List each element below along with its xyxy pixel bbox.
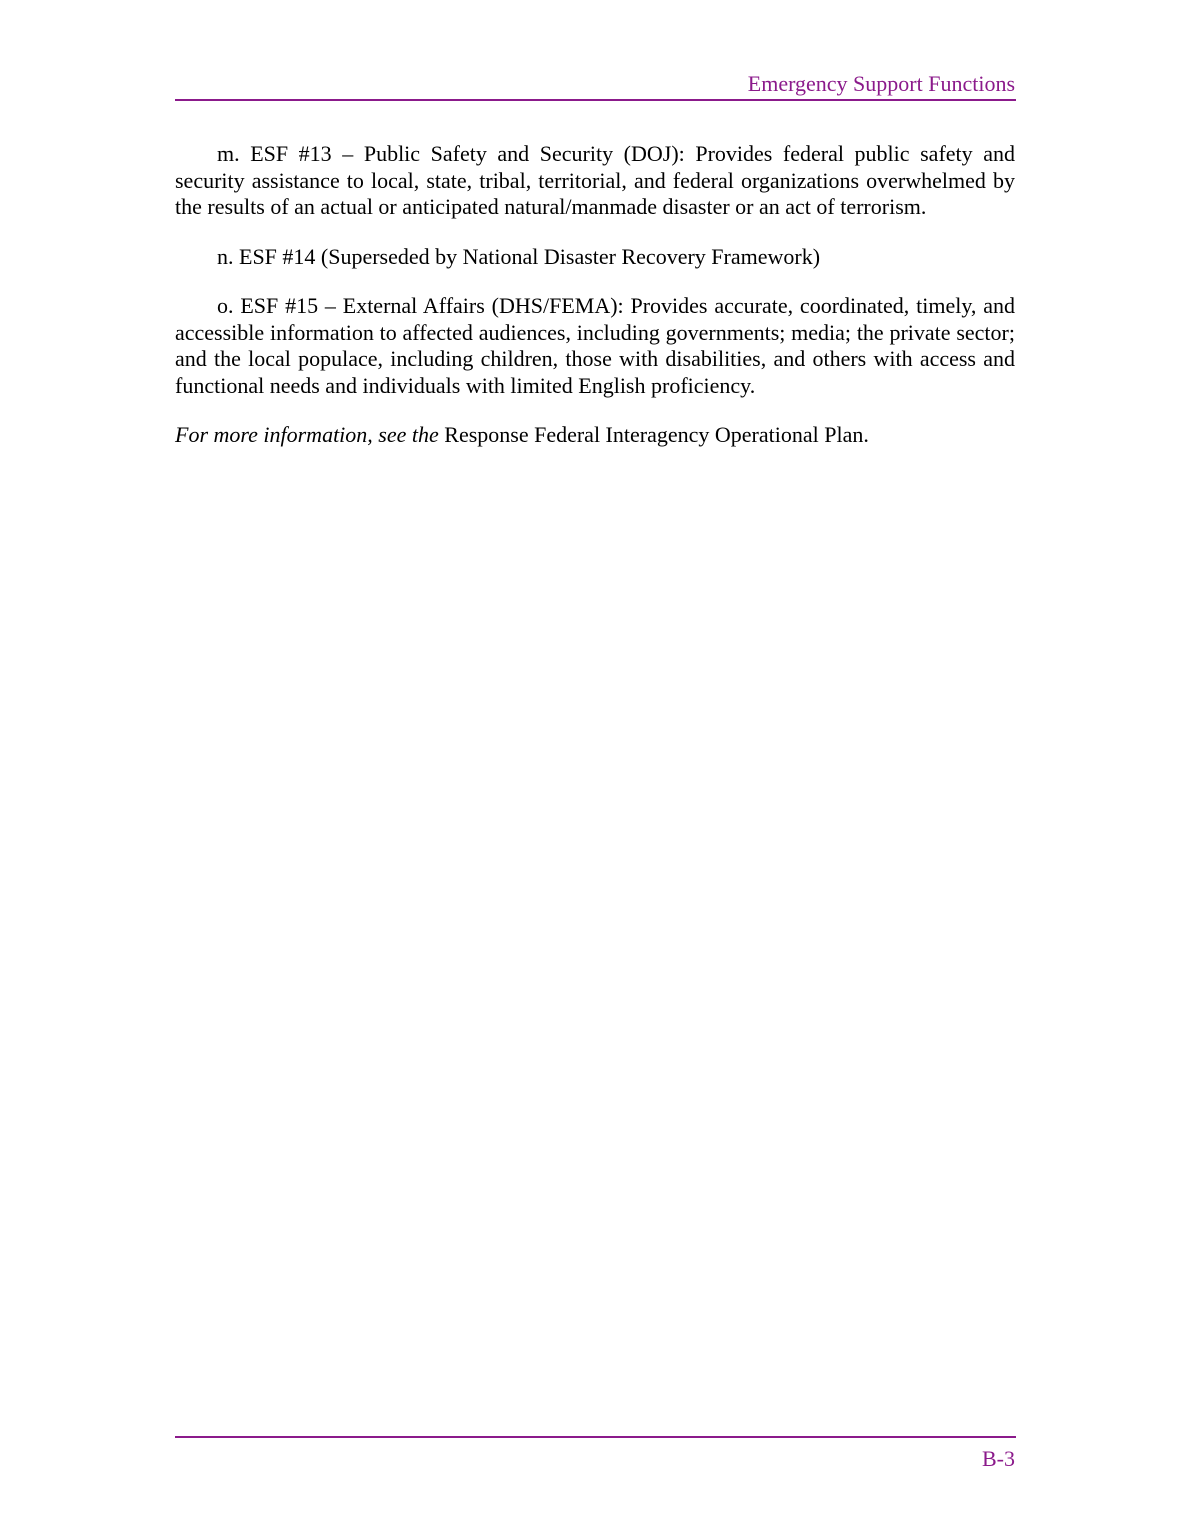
esf-15-paragraph: o. ESF #15 – External Affairs (DHS/FEMA): Provides accurate, coordinated, timely, and accessible information to affected audiences, including governments; media; the private sector; and the local populace, including children, those with disabilities, and others with access and functional needs and individuals with limited English proficiency. <box>175 293 1015 398</box>
esf-13-paragraph: m. ESF #13 – Public Safety and Security (DOJ): Provides federal public safety and security assistance to local, state, tribal, territorial, and federal organizations overwhelmed by the results of an actual or anticipated natural/manmade disaster or an act of terrorism. <box>175 141 1015 219</box>
running-header: Emergency Support Functions <box>747 71 1015 96</box>
footer-divider <box>175 1436 1016 1438</box>
document-body <box>175 141 1015 472</box>
reference-document-title: Response Federal Interagency Operational Plan. <box>438 422 869 447</box>
reference-intro: For more information, see the <box>175 422 439 447</box>
esf-14-paragraph: n. ESF #14 (Superseded by National Disaster Recovery Framework) <box>217 243 821 269</box>
page-number: B-3 <box>982 1446 1015 1471</box>
reference-paragraph <box>175 422 1015 449</box>
header-divider <box>175 99 1016 101</box>
